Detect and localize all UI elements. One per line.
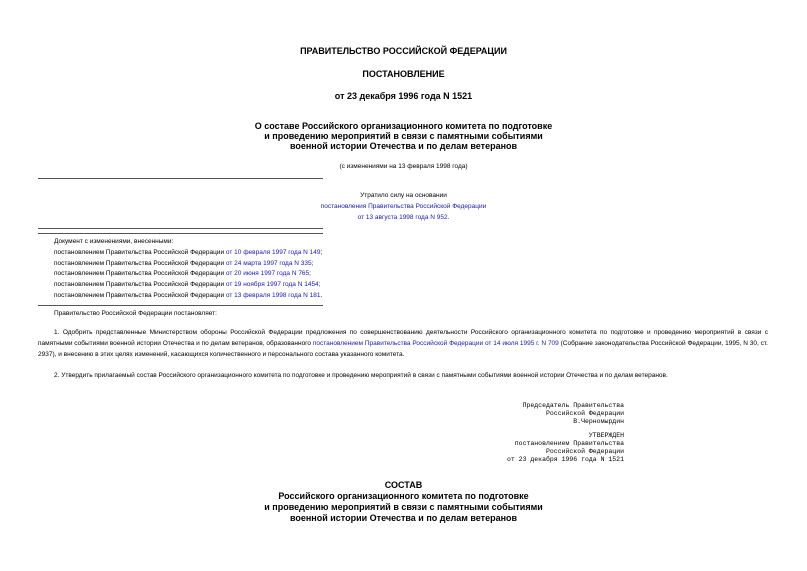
paragraph-1-link[interactable]: постановлением Правительства Российской Федерации от 14 июля 1995 г. N 709 [312,340,559,347]
composition-line-4: военной истории Отечества и по делам ветеранов [289,513,518,523]
approved-line-1: УТВЕРЖДЕН [588,432,624,439]
signature-line-3: В.Черномырдин [573,418,624,425]
change-item [54,249,322,256]
change-item-link[interactable]: от 20 июня 1997 года N 765 [225,270,310,277]
title-line-3: военной истории Отечества и по делам ветеранов [289,141,518,151]
document-type: ПОСТАНОВЛЕНИЕ [362,69,445,79]
void-note-link-1[interactable]: постановления Правительства Российской Федерации [320,203,487,210]
composition-heading [0,480,807,524]
divider [38,233,323,234]
change-item-suffix: ; [309,270,311,277]
divider [38,228,323,229]
resolves-text: Правительство Российской Федерации постановляет: [54,310,217,317]
paragraph-2: 2. Утвердить прилагаемый состав Российского организационного комитета по подготовке и проведению мероприятий в связи с памятными событиями военной истории Отечества и по делам ветеранов. [54,372,668,379]
change-item-link[interactable]: от 13 февраля 1998 года N 181 [225,292,321,299]
change-item-suffix: ; [318,281,321,288]
change-item-prefix: постановлением Правительства Российской Федерации [54,249,226,256]
composition-line-1: СОСТАВ [384,480,423,490]
divider [38,305,323,306]
change-item-prefix: постановлением Правительства Российской Федерации [54,281,226,288]
change-item-suffix: . [320,292,323,299]
change-item-suffix: ; [311,260,314,267]
change-item-prefix: постановлением Правительства Российской Федерации [54,270,226,277]
approved-line-4: от 23 декабря 1996 года N 1521 [506,456,624,463]
change-item-suffix: ; [320,249,323,256]
paragraph-1-text-a: 1. Одобрить представленные Министерством обороны Российской Федерации предложения по совершенствованию деятельности Российского организационного комитета по подготовке и проведению мероприятий в связи с памятными событиями военной истории Отечества и по делам ветеранов, образованного [38,329,768,347]
paragraph-1-text-b: (Собрание законодательства Российской Федерации, 1995, N 30, ст. 2937), и внесению в этих целях изменений, касающихся количественного и персонального состава указанного комитета. [38,340,768,358]
change-item [54,260,313,267]
signature-block [400,402,624,426]
divider [38,178,323,179]
change-item [54,281,320,288]
change-item-prefix: постановлением Правительства Российской Федерации [54,292,226,299]
change-item-prefix: постановлением Правительства Российской Федерации [54,260,226,267]
document-title [0,121,807,151]
composition-line-2: Российского организационного комитета по подготовке [278,491,529,501]
approved-block [400,432,624,464]
change-item [54,270,311,277]
title-line-2: и проведению мероприятий в связи с памятными событиями [264,131,543,141]
change-item [54,292,322,299]
composition-line-3: и проведению мероприятий в связи с памятными событиями [264,502,543,512]
approved-line-2: постановлением Правительства [514,440,624,447]
document-date-number: от 23 декабря 1996 года N 1521 [334,91,473,101]
signature-line-2: Российской Федерации [545,410,624,417]
government-heading: ПРАВИТЕЛЬСТВО РОССИЙСКОЙ ФЕДЕРАЦИИ [300,46,507,56]
change-item-link[interactable]: от 24 марта 1997 года N 335 [225,260,312,267]
title-line-1: О составе Российского организационного комитета по подготовке [254,121,553,131]
void-note-link-2[interactable]: от 13 августа 1998 года N 952. [357,214,450,221]
void-note-text: Утратило силу на основании [360,192,447,199]
changes-intro: Документ с изменениями, внесенными: [54,238,174,245]
amended-note: (с изменениями на 13 февраля 1998 года) [339,163,468,170]
change-item-link[interactable]: от 10 февраля 1997 года N 149 [225,249,321,256]
signature-line-1: Председатель Правительства [522,402,624,409]
approved-line-3: Российской Федерации [545,448,624,455]
change-item-link[interactable]: от 19 ноября 1997 года N 1454 [225,281,319,288]
paragraph-1 [38,327,768,360]
void-note [0,190,807,223]
